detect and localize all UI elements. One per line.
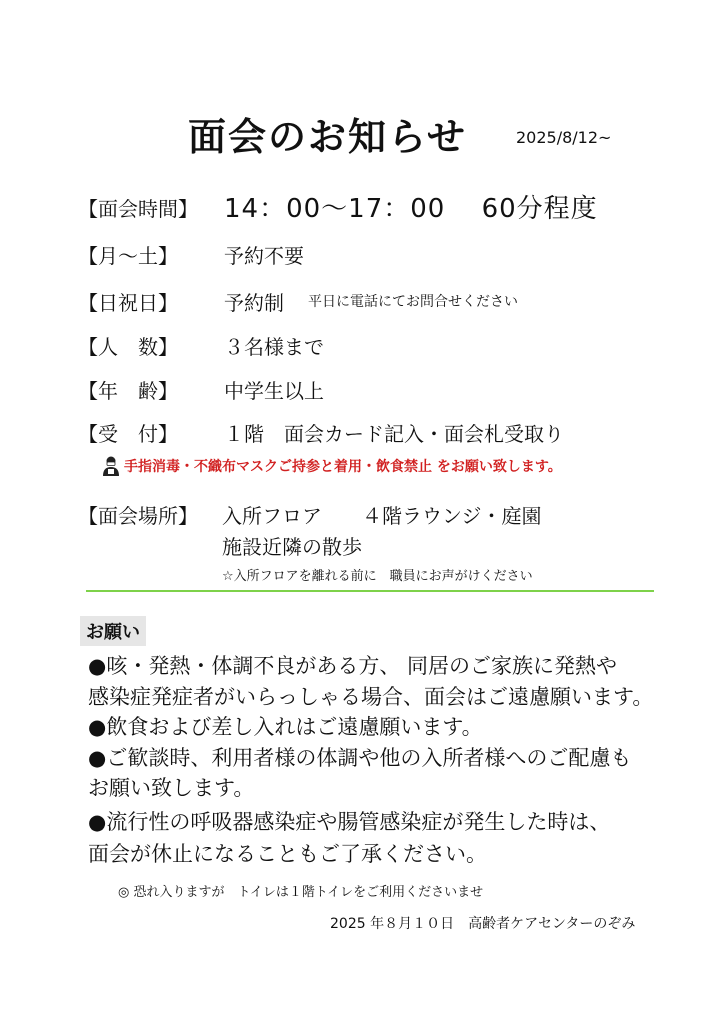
row-value-count: ３名様まで <box>224 335 324 359</box>
hygiene-notice <box>100 455 562 477</box>
requests-heading: お願い <box>80 616 146 646</box>
request-line-4: ●ご歓談時、利用者様の体調や他の入所者様へのご配慮も <box>88 746 632 770</box>
request-line-7: 面会が休止になることもご了承ください。 <box>88 842 487 866</box>
hygiene-notice-text: 手指消毒・不織布マスクご持参と着用・飲食禁止 をお願い致します。 <box>124 459 562 475</box>
request-line-2: 感染症発症者がいらっしゃる場合、面会はご遠慮願います。 <box>88 685 654 709</box>
row-label-weekday: 【月～土】 <box>78 244 178 268</box>
request-line-6: ●流行性の呼吸器感染症や腸管感染症が発生した時は、 <box>88 810 611 834</box>
page-title: 面会のお知らせ <box>188 115 467 159</box>
row-value-hours: 14：00～17：00 60分程度 <box>224 194 598 224</box>
row-value-age: 中学生以上 <box>224 379 324 403</box>
place-label: 【面会場所】 <box>78 504 198 528</box>
toilet-note: ◎ 恐れ入りますが トイレは１階トイレをご利用くださいませ <box>118 885 484 900</box>
row-label-hours: 【面会時間】 <box>78 197 198 221</box>
place-line-1: 入所フロア ４階ラウンジ・庭園 <box>222 504 542 528</box>
row-note-holiday: 平日に電話にてお問合せください <box>308 294 518 310</box>
place-line-2: 施設近隣の散歩 <box>222 535 362 559</box>
row-value-reception: １階 面会カード記入・面会札受取り <box>224 422 564 446</box>
mask-person-icon <box>100 455 122 477</box>
row-value-holiday: 予約制 <box>224 291 284 315</box>
section-divider <box>86 590 654 592</box>
issue-signature: 2025 年８月１０日 高齢者ケアセンターのぞみ <box>330 916 636 932</box>
effective-date: 2025/8/12~ <box>516 128 612 147</box>
place-note: ☆入所フロアを離れる前に 職員にお声がけください <box>222 569 533 584</box>
row-label-count: 【人 数】 <box>78 335 178 359</box>
row-label-age: 【年 齢】 <box>78 379 178 403</box>
row-value-weekday: 予約不要 <box>224 244 304 268</box>
request-line-3: ●飲食および差し入れはご遠慮願います。 <box>88 715 483 739</box>
row-label-reception: 【受 付】 <box>78 422 178 446</box>
row-label-holiday: 【日祝日】 <box>78 291 178 315</box>
request-line-5: お願い致します。 <box>88 776 255 800</box>
request-line-1: ●咳・発熱・体調不良がある方、 同居のご家族に発熱や <box>88 654 617 678</box>
